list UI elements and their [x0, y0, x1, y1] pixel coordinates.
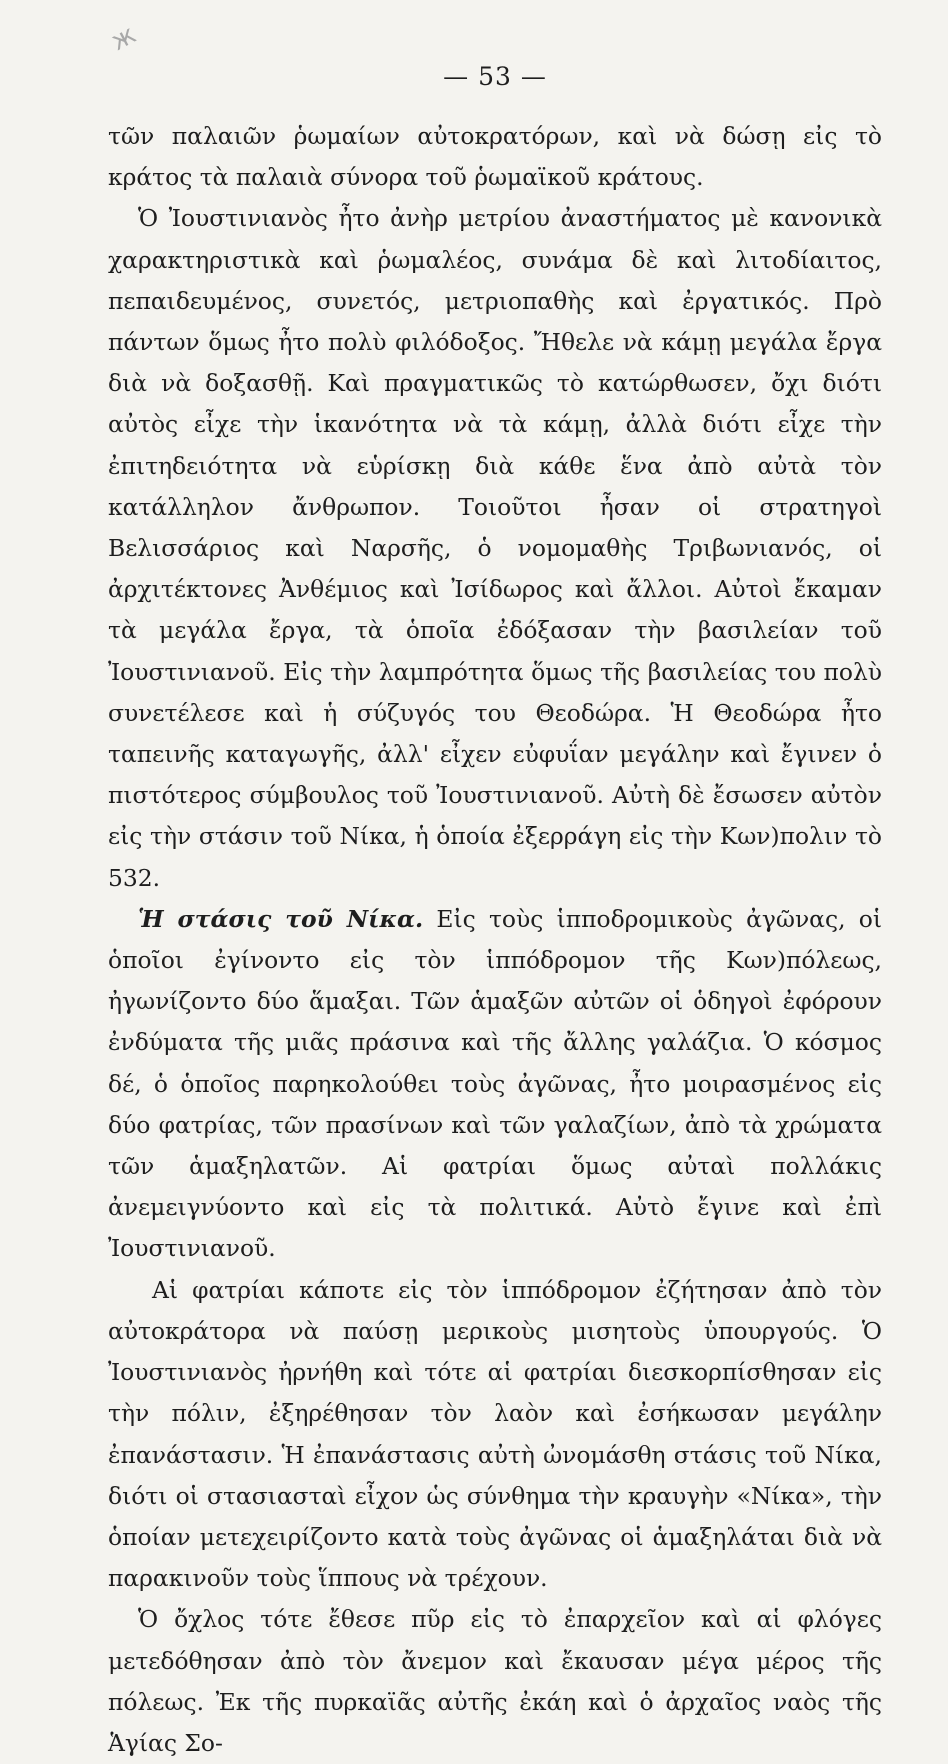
paragraph-text: Αἱ φατρίαι κάποτε εἰς τὸν ἱππόδρομον ἐζήτησαν ἀπὸ τὸν αὐτοκράτορα νὰ παύσῃ μερικοὺς μισητοὺς ὑπουργούς. Ὁ Ἰουστινιανὸς ἠρνήθη καὶ τότε αἱ φατρίαι διεσκορπίσθησαν εἰς τὴν πόλιν, ἐξηρέθησαν τὸν λαὸν καὶ ἐσήκωσαν μεγάλην ἐπανάστασιν. Ἡ ἐπανάστασις αὐτὴ ὠνομάσθη στάσις τοῦ Νίκα, διότι οἱ στασιασταὶ εἶχον ὡς σύνθημα τὴν κραυγὴν «Νίκα», τὴν ὁποίαν μετεχειρίζοντο κατὰ τοὺς ἀγῶνας οἱ ἁμαξηλάται διὰ νὰ παρακινοῦν τοὺς ἵππους νὰ τρέχουν.: [108, 1275, 882, 1593]
paragraph-continuation: [108, 116, 882, 198]
paragraph-factions: [108, 1270, 882, 1600]
section-heading: Ἡ στάσις τοῦ Νίκα.: [138, 904, 424, 933]
paragraph-fire: [108, 1599, 882, 1764]
paragraph-text: Εἰς τοὺς ἱπποδρομικοὺς ἀγῶνας, οἱ ὁποῖοι ἐγίνοντο εἰς τὸν ἱππόδρομον τῆς Κων)πόλεως, ἠγωνίζοντο δύο ἅμαξαι. Τῶν ἁμαξῶν αὐτῶν οἱ ὁδηγοὶ ἐφόρουν ἐνδύματα τῆς μιᾶς πράσινα καὶ τῆς ἄλλης γαλάζια. Ὁ κόσμος δέ, ὁ ὁποῖος παρηκολούθει τοὺς ἀγῶνας, ἦτο μοιρασμένος εἰς δύο φατρίας, τῶν πρασίνων καὶ τῶν γαλαζίων, ἀπὸ τὰ χρώματα τῶν ἁμαξηλατῶν. Αἱ φατρίαι ὅμως αὐταὶ πολλάκις ἀνεμειγνύοντο καὶ εἰς τὰ πολιτικά. Αὐτὸ ἔγινε καὶ ἐπὶ Ἰουστινιανοῦ.: [108, 904, 883, 1263]
body-text: [108, 116, 882, 1764]
paragraph-text: Ὁ ὄχλος τότε ἔθεσε πῦρ εἰς τὸ ἐπαρχεῖον καὶ αἱ φλόγες μετεδόθησαν ἀπὸ τὸν ἄνεμον καὶ ἔκαυσαν μέγα μέρος τῆς πόλεως. Ἐκ τῆς πυρκαϊᾶς αὐτῆς ἐκάη καὶ ὁ ἀρχαῖος ναὸς τῆς Ἁγίας Σο-: [108, 1605, 882, 1757]
paragraph-nika-riot: [108, 899, 882, 1270]
pencil-mark: ж: [106, 20, 139, 58]
paragraph-text: τῶν παλαιῶν ῥωμαίων αὐτοκρατόρων, καὶ νὰ δώσῃ εἰς τὸ κράτος τὰ παλαιὰ σύνορα τοῦ ῥωμαϊκοῦ κράτους.: [108, 122, 882, 192]
paragraph-justinian: [108, 198, 882, 898]
paragraph-text: Ὁ Ἰουστινιανὸς ἦτο ἀνὴρ μετρίου ἀναστήματος μὲ κανονικὰ χαρακτηριστικὰ καὶ ῥωμαλέος, συνάμα δὲ καὶ λιτοδίαιτος, πεπαιδευμένος, συνετός, μετριοπαθὴς καὶ ἐργατικός. Πρὸ πάντων ὅμως ἦτο πολὺ φιλόδοξος. Ἤθελε νὰ κάμῃ μεγάλα ἔργα διὰ νὰ δοξασθῇ. Καὶ πραγματικῶς τὸ κατώρθωσεν, ὄχι διότι αὐτὸς εἶχε τὴν ἱκανότητα νὰ τὰ κάμῃ, ἀλλὰ διότι εἶχε τὴν ἐπιτηδειότητα νὰ εὑρίσκῃ διὰ κάθε ἕνα ἀπὸ αὐτὰ τὸν κατάλληλον ἄνθρωπον. Τοιοῦτοι ἦσαν οἱ στρατηγοὶ Βελισσάριος καὶ Ναρσῆς, ὁ νομομαθὴς Τριβωνιανός, οἱ ἀρχιτέκτονες Ἀνθέμιος καὶ Ἰσίδωρος καὶ ἄλλοι. Αὐτοὶ ἔκαμαν τὰ μεγάλα ἔργα, τὰ ὁποῖα ἐδόξασαν τὴν βασιλείαν τοῦ Ἰουστινιανοῦ. Εἰς τὴν λαμπρότητα ὅμως τῆς βασιλείας του πολὺ συνετέλεσε καὶ ἡ σύζυγός του Θεοδώρα. Ἡ Θεοδώρα ἦτο ταπεινῆς καταγωγῆς, ἀλλ' εἶχεν εὐφυΐαν μεγάλην καὶ ἔγινεν ὁ πιστότερος σύμβουλος τοῦ Ἰουστινιανοῦ. Αὐτὴ δὲ ἔσωσεν αὐτὸν εἰς τὴν στάσιν τοῦ Νίκα, ἡ ὁποία ἐξερράγη εἰς τὴν Κων)πολιν τὸ 532.: [108, 204, 882, 892]
page-number: — 53 —: [443, 62, 547, 91]
